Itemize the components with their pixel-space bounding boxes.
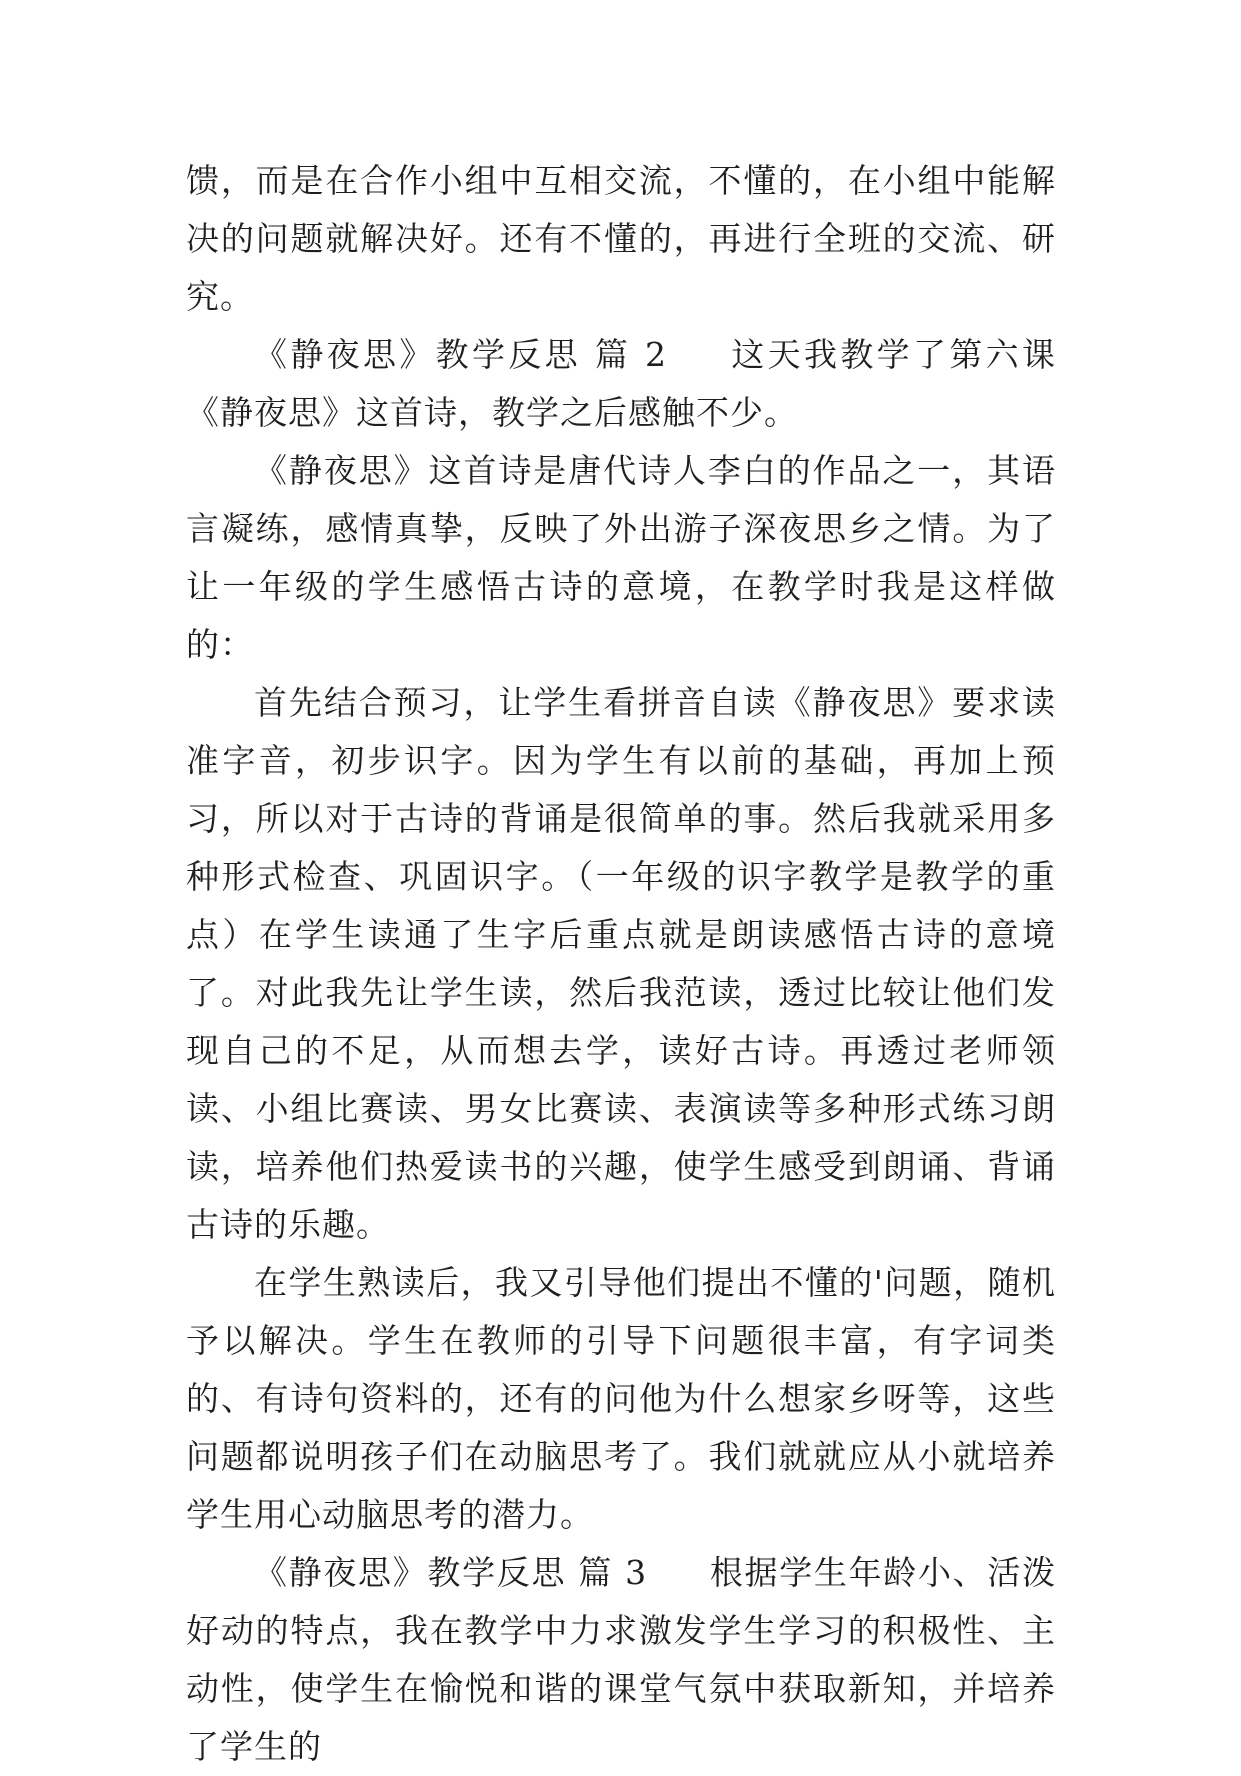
paragraph-questions: 在学生熟读后，我又引导他们提出不懂的'问题，随机予以解决。学生在教师的引导下问题很丰富，有字词类的、有诗句资料的，还有的问他为什么想家乡呀等，这些问题都说明孩子们在动脑思考了。我们就就应从小就培养学生用心动脑思考的潜力。	[186, 1263, 1056, 1534]
section-2-intro-text: 这天我教学了第六课《静夜思》这首诗，教学之后感触不少。	[186, 335, 1056, 432]
paragraph-continuation: 馈，而是在合作小组中互相交流，不懂的，在小组中能解决的问题就解决好。还有不懂的，再进行全班的交流、研究。	[186, 161, 1056, 316]
section-heading-2: 《静夜思》教学反思 篇 2	[254, 335, 667, 374]
section-3-intro-text: 根据学生年龄小、活泼好动的特点，我在教学中力求激发学生学习的积极性、主动性，使学生在愉悦和谐的课堂气氛中获取新知，并培养了学生的	[186, 1553, 1056, 1766]
section-heading-3: 《静夜思》教学反思 篇 3	[254, 1553, 648, 1592]
paragraph-teaching-steps: 首先结合预习，让学生看拼音自读《静夜思》要求读准字音，初步识字。因为学生有以前的基础，再加上预习，所以对于古诗的背诵是很简单的事。然后我就采用多种形式检查、巩固识字。（一年级的识字教学是教学的重点）在学生读通了生字后重点就是朗读感悟古诗的意境了。对此我先让学生读，然后我范读，透过比较让他们发现自己的不足，从而想去学，读好古诗。再透过老师领读、小组比赛读、男女比赛读、表演读等多种形式练习朗读，培养他们热爱读书的兴趣，使学生感受到朗诵、背诵古诗的乐趣。	[186, 683, 1056, 1244]
body-text	[186, 152, 1056, 1776]
paragraph-poem-intro: 《静夜思》这首诗是唐代诗人李白的作品之一，其语言凝练，感情真挚，反映了外出游子深夜思乡之情。为了让一年级的学生感悟古诗的意境，在教学时我是这样做的：	[186, 451, 1056, 664]
paragraph-section-2-intro	[186, 326, 1056, 442]
paragraph-section-3-intro	[186, 1544, 1056, 1776]
